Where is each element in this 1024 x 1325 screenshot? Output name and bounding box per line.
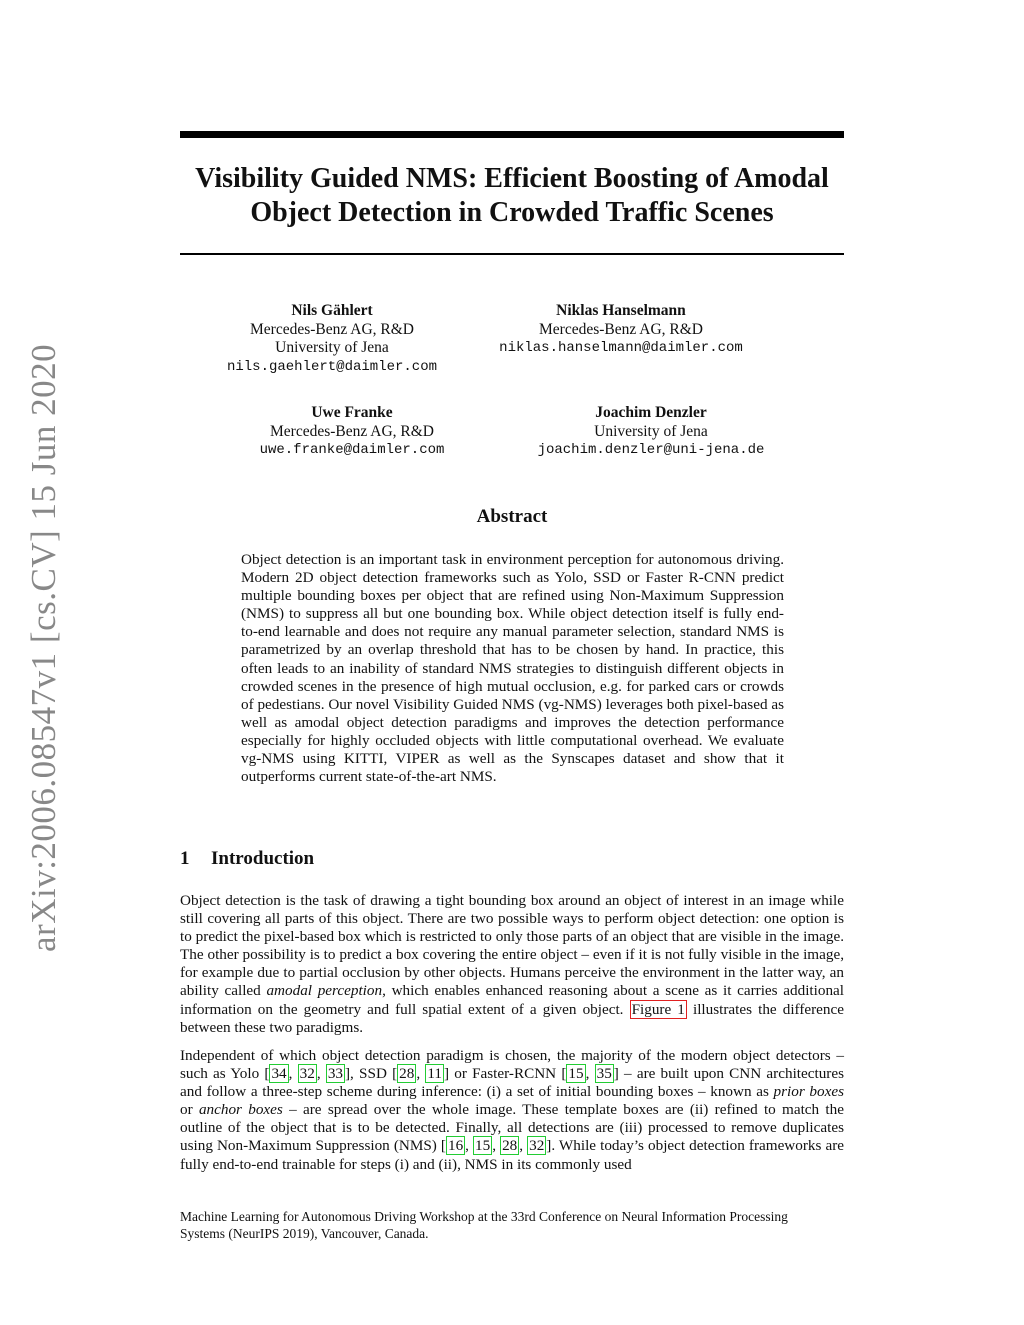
text-run: Independent of which object detection paradigm is chosen, the majority of the modern object detectors – such as Yolo [: [180, 1047, 844, 1083]
text-run: ] – are built upon CNN architectures and follow a three-step scheme during inference: (i) a set of initial bounding boxes – known as: [180, 1065, 845, 1101]
italic-term: anchor boxes: [198, 1101, 283, 1119]
author-affiliation: University of Jena: [594, 422, 708, 440]
title-line-1: Visibility Guided NMS: Efficient Boosting of Amodal: [195, 163, 829, 194]
abstract-text: Object detection is an important task in environment perception for autonomous driving. Modern 2D object detection frameworks such as Yolo, SSD or Faster R-CNN predict multiple bounding boxes per object that are refined using Non-Maximum Suppression (NMS) to suppress all but one bounding box. While object detection itself is fully end-to-end learnable and does not require any manual parameter selection, standard NMS is parametrized by an overlap threshold that has to be chosen by hand. In practice, this often leads to an inability of standard NMS strategies to distinguish different objects in crowded scenes in the presence of high mutual occlusion, e.g. for parked cars or crowds of pedestians. Our novel Visibility Guided NMS (vg-NMS) leverages both pixel-based as well as amodal object detection paradigms and improves the detection performance especially for highly occluded objects with little computational overhead. We evaluate vg-NMS using KITTI, VIPER as well as the Synscapes dataset and show that it outperforms current state-of-the-art NMS.: [241, 551, 784, 786]
text-run: ] or Faster-RCNN [: [443, 1065, 567, 1083]
arxiv-stamp: arXiv:2006.08547v1 [cs.CV] 15 Jun 2020: [24, 343, 63, 952]
intro-paragraph-1: [180, 892, 844, 1037]
footnote-line-1: Machine Learning for Autonomous Driving Workshop at the 33rd Conference on Neural Information Processing: [180, 1209, 788, 1224]
text-run: ], SSD [: [345, 1065, 398, 1083]
section-heading: [180, 848, 314, 870]
author-affiliation: Mercedes-Benz AG, R&D: [539, 320, 703, 338]
author-block-3: [202, 404, 502, 460]
author-email: uwe.franke@daimler.com: [259, 442, 445, 458]
footnote-line-2: Systems (NeurIPS 2019), Vancouver, Canada.: [180, 1226, 429, 1241]
author-name: Joachim Denzler: [595, 404, 707, 421]
citation-link[interactable]: 15: [568, 1065, 584, 1083]
author-email: nils.gaehlert@daimler.com: [226, 358, 438, 375]
citation-link[interactable]: 11: [427, 1065, 442, 1083]
citation-link[interactable]: 34: [271, 1065, 287, 1083]
section-title: Introduction: [211, 848, 315, 869]
author-email: niklas.hanselmann@daimler.com: [499, 340, 743, 356]
footnote: [180, 1208, 844, 1242]
author-block-2: [471, 302, 771, 358]
text-run: – are spread over the whole image. These template boxes are (ii) refined to match the outline of the object that is to be detected. Finally, all detections are (iii) processed to remove duplicates using Non-Maximum Suppression (NMS) [: [180, 1101, 844, 1155]
text-run: ]. While today’s object detection frameworks are fully end-to-end trainable for steps (i) and (ii), NMS in its commonly used: [180, 1137, 845, 1173]
citation-link[interactable]: 32: [529, 1137, 545, 1155]
intro-paragraph-2: Independent of which object detection paradigm is chosen, the majority of the modern object detectors – such as Yolo [ 34 , 32 , 33 ], SSD [ 28 , 11 ] or Faster-RCNN [ 15 , 35 ] – are built upon CNN architectures and follow a three-step scheme during inference: (i) a set of initial bounding boxes – known as prior boxes or anchor boxes – are spread over the whole image. These template boxes are (ii) refined to match the outline of the object that is to be detected. Finally, all detections are (iii) processed to remove duplicates using Non-Maximum Suppression (NMS) [ 16 , 15 , 28 , 32 ]. While today’s object detection frameworks are fully end-to-end trainable for steps (i) and (ii), NMS in its commonly used: [180, 1047, 845, 1173]
author-block-4: [501, 404, 801, 460]
author-name: Niklas Hanselmann: [556, 302, 686, 319]
italic-term: prior boxes: [773, 1083, 844, 1101]
text-run: or: [180, 1101, 199, 1119]
author-affiliation: Mercedes-Benz AG, R&D: [270, 422, 434, 440]
text-run: Object detection is the task of drawing a tight bounding box around an object of interest in an image while still covering all parts of this object. There are two possible ways to perform object detection: one option is to predict the pixel-based box which is restricted to only those parts of an object that are visible in the image. The other possibility is to predict a box covering the entire object – even if it is not fully visible in the image, for example due to partial occlusion by other objects. Humans perceive the environment in the latter way, an ability called: [180, 892, 844, 1000]
author-name: Uwe Franke: [311, 404, 393, 421]
text-run: , which enables enhanced reasoning about a scene as it carries additional information on the geometry and full spatial extent of a given object.: [180, 982, 845, 1018]
author-affiliation: University of Jena: [275, 339, 389, 356]
title-rule: [180, 253, 844, 255]
title-line-2: Object Detection in Crowded Traffic Scenes: [250, 197, 774, 228]
author-name: Nils Gählert: [291, 302, 373, 319]
citation-link[interactable]: 15: [475, 1137, 491, 1155]
author-block-1: [182, 302, 482, 376]
italic-term: amodal perception: [266, 982, 383, 1000]
citation-link[interactable]: 28: [399, 1065, 415, 1083]
citation-link[interactable]: 28: [502, 1137, 518, 1155]
citation-link[interactable]: 33: [327, 1065, 343, 1083]
paper-title: [180, 162, 844, 230]
figure-link[interactable]: Figure 1: [631, 1000, 685, 1018]
text-run: illustrates the difference between these two paradigms.: [180, 1000, 844, 1036]
citation-link[interactable]: 32: [299, 1065, 315, 1083]
section-number: 1: [180, 848, 190, 869]
citation-link[interactable]: 35: [596, 1065, 612, 1083]
author-affiliation: Mercedes-Benz AG, R&D: [250, 320, 414, 338]
abstract-heading: Abstract: [476, 506, 548, 527]
top-rule: [180, 131, 844, 138]
citation-link[interactable]: 16: [447, 1137, 464, 1155]
author-email: joachim.denzler@uni-jena.de: [537, 442, 765, 458]
